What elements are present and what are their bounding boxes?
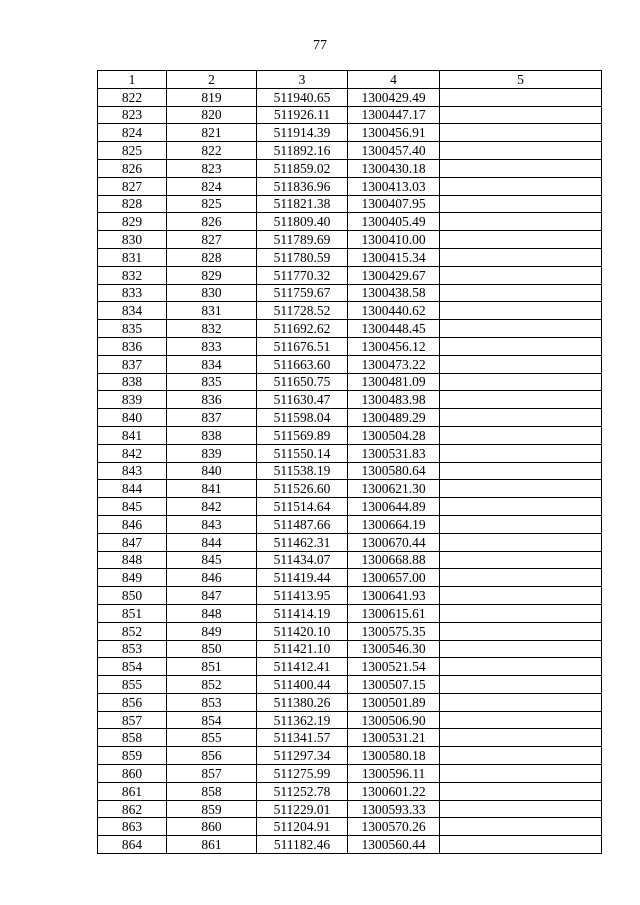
table-cell-col-2: 850 xyxy=(167,640,257,658)
table-cell-col-4: 1300507.15 xyxy=(348,676,440,694)
table-cell-col-3: 511412.41 xyxy=(257,658,348,676)
header-cell-3: 3 xyxy=(257,71,348,89)
table-cell-col-5 xyxy=(440,373,602,391)
table-cell-col-2: 860 xyxy=(167,818,257,836)
table-cell-col-5 xyxy=(440,231,602,249)
table-cell-col-5 xyxy=(440,159,602,177)
table-row xyxy=(98,587,602,605)
table-row xyxy=(98,284,602,302)
table-cell-col-4: 1300580.18 xyxy=(348,747,440,765)
table-cell-col-1: 840 xyxy=(98,409,167,427)
table-cell-col-1: 862 xyxy=(98,800,167,818)
table-cell-col-3: 511204.91 xyxy=(257,818,348,836)
table-cell-col-4: 1300657.00 xyxy=(348,569,440,587)
table-cell-col-3: 511836.96 xyxy=(257,177,348,195)
table-row xyxy=(98,248,602,266)
table-cell-col-5 xyxy=(440,676,602,694)
table-cell-col-4: 1300489.29 xyxy=(348,409,440,427)
table-cell-col-2: 858 xyxy=(167,782,257,800)
table-row xyxy=(98,231,602,249)
table-row xyxy=(98,391,602,409)
table-cell-col-1: 860 xyxy=(98,765,167,783)
table-cell-col-2: 836 xyxy=(167,391,257,409)
table-cell-col-4: 1300560.44 xyxy=(348,836,440,854)
table-cell-col-3: 511362.19 xyxy=(257,711,348,729)
table-cell-col-4: 1300644.89 xyxy=(348,498,440,516)
table-row xyxy=(98,622,602,640)
table-cell-col-2: 825 xyxy=(167,195,257,213)
table-cell-col-5 xyxy=(440,391,602,409)
table-cell-col-2: 821 xyxy=(167,124,257,142)
table-cell-col-1: 837 xyxy=(98,355,167,373)
table-row xyxy=(98,88,602,106)
table-row xyxy=(98,658,602,676)
table-cell-col-1: 857 xyxy=(98,711,167,729)
table-cell-col-4: 1300407.95 xyxy=(348,195,440,213)
table-cell-col-3: 511550.14 xyxy=(257,444,348,462)
table-cell-col-5 xyxy=(440,124,602,142)
table-cell-col-3: 511462.31 xyxy=(257,533,348,551)
table-cell-col-2: 841 xyxy=(167,480,257,498)
table-cell-col-5 xyxy=(440,106,602,124)
table-row xyxy=(98,177,602,195)
table-cell-col-5 xyxy=(440,587,602,605)
table-cell-col-3: 511598.04 xyxy=(257,409,348,427)
table-cell-col-4: 1300413.03 xyxy=(348,177,440,195)
table-row xyxy=(98,444,602,462)
table-cell-col-1: 845 xyxy=(98,498,167,516)
table-cell-col-5 xyxy=(440,640,602,658)
table-row xyxy=(98,106,602,124)
table-cell-col-4: 1300483.98 xyxy=(348,391,440,409)
table-row xyxy=(98,302,602,320)
table-row xyxy=(98,765,602,783)
table-cell-col-1: 839 xyxy=(98,391,167,409)
table-cell-col-4: 1300405.49 xyxy=(348,213,440,231)
table-cell-col-1: 841 xyxy=(98,426,167,444)
table-cell-col-4: 1300440.62 xyxy=(348,302,440,320)
table-cell-col-1: 838 xyxy=(98,373,167,391)
table-cell-col-1: 824 xyxy=(98,124,167,142)
table-cell-col-3: 511419.44 xyxy=(257,569,348,587)
table-cell-col-5 xyxy=(440,320,602,338)
table-row xyxy=(98,409,602,427)
table-cell-col-3: 511789.69 xyxy=(257,231,348,249)
table-cell-col-5 xyxy=(440,284,602,302)
table-cell-col-3: 511780.59 xyxy=(257,248,348,266)
table-cell-col-5 xyxy=(440,800,602,818)
table-cell-col-3: 511297.34 xyxy=(257,747,348,765)
table-cell-col-1: 842 xyxy=(98,444,167,462)
table-cell-col-3: 511821.38 xyxy=(257,195,348,213)
table-cell-col-2: 820 xyxy=(167,106,257,124)
table-cell-col-3: 511414.19 xyxy=(257,604,348,622)
table-cell-col-2: 840 xyxy=(167,462,257,480)
table-cell-col-1: 850 xyxy=(98,587,167,605)
table-cell-col-2: 855 xyxy=(167,729,257,747)
table-cell-col-1: 851 xyxy=(98,604,167,622)
table-cell-col-2: 853 xyxy=(167,693,257,711)
table-cell-col-2: 843 xyxy=(167,515,257,533)
table-cell-col-1: 852 xyxy=(98,622,167,640)
header-cell-4: 4 xyxy=(348,71,440,89)
table-cell-col-4: 1300641.93 xyxy=(348,587,440,605)
table-cell-col-1: 861 xyxy=(98,782,167,800)
table-row xyxy=(98,836,602,854)
table-cell-col-1: 833 xyxy=(98,284,167,302)
table-cell-col-4: 1300670.44 xyxy=(348,533,440,551)
table-cell-col-4: 1300615.61 xyxy=(348,604,440,622)
table-cell-col-4: 1300506.90 xyxy=(348,711,440,729)
table-cell-col-3: 511770.32 xyxy=(257,266,348,284)
table-cell-col-2: 828 xyxy=(167,248,257,266)
table-cell-col-5 xyxy=(440,782,602,800)
table-cell-col-3: 511940.65 xyxy=(257,88,348,106)
table-row xyxy=(98,782,602,800)
table-cell-col-5 xyxy=(440,142,602,160)
coordinates-table xyxy=(97,70,602,854)
table-cell-col-2: 823 xyxy=(167,159,257,177)
table-cell-col-2: 852 xyxy=(167,676,257,694)
table-cell-col-5 xyxy=(440,462,602,480)
table-cell-col-4: 1300429.49 xyxy=(348,88,440,106)
table-cell-col-4: 1300521.54 xyxy=(348,658,440,676)
table-cell-col-1: 825 xyxy=(98,142,167,160)
table-body xyxy=(98,88,602,853)
table-cell-col-4: 1300580.64 xyxy=(348,462,440,480)
table-cell-col-3: 511650.75 xyxy=(257,373,348,391)
table-cell-col-5 xyxy=(440,426,602,444)
table-cell-col-1: 834 xyxy=(98,302,167,320)
table-row xyxy=(98,213,602,231)
table-row xyxy=(98,124,602,142)
table-cell-col-3: 511663.60 xyxy=(257,355,348,373)
table-cell-col-4: 1300570.26 xyxy=(348,818,440,836)
table-cell-col-2: 829 xyxy=(167,266,257,284)
table-cell-col-1: 830 xyxy=(98,231,167,249)
table-row xyxy=(98,320,602,338)
table-cell-col-3: 511692.62 xyxy=(257,320,348,338)
table-cell-col-3: 511400.44 xyxy=(257,676,348,694)
table-cell-col-2: 861 xyxy=(167,836,257,854)
table-cell-col-2: 837 xyxy=(167,409,257,427)
table-cell-col-3: 511487.66 xyxy=(257,515,348,533)
table-row xyxy=(98,747,602,765)
table-cell-col-2: 819 xyxy=(167,88,257,106)
table-cell-col-1: 836 xyxy=(98,337,167,355)
table-cell-col-1: 863 xyxy=(98,818,167,836)
page-number: 77 xyxy=(313,38,327,53)
table-cell-col-3: 511421.10 xyxy=(257,640,348,658)
table-cell-col-1: 835 xyxy=(98,320,167,338)
table-cell-col-1: 823 xyxy=(98,106,167,124)
table-cell-col-3: 511926.11 xyxy=(257,106,348,124)
table-row xyxy=(98,818,602,836)
table-cell-col-3: 511229.01 xyxy=(257,800,348,818)
table-cell-col-3: 511892.16 xyxy=(257,142,348,160)
table-row xyxy=(98,533,602,551)
table-cell-col-1: 827 xyxy=(98,177,167,195)
table-cell-col-3: 511434.07 xyxy=(257,551,348,569)
table-cell-col-4: 1300429.67 xyxy=(348,266,440,284)
table-row xyxy=(98,159,602,177)
table-cell-col-2: 838 xyxy=(167,426,257,444)
table-cell-col-3: 511413.95 xyxy=(257,587,348,605)
table-row xyxy=(98,355,602,373)
table-cell-col-2: 827 xyxy=(167,231,257,249)
table-cell-col-2: 859 xyxy=(167,800,257,818)
table-cell-col-4: 1300593.33 xyxy=(348,800,440,818)
table-cell-col-1: 832 xyxy=(98,266,167,284)
table-cell-col-5 xyxy=(440,248,602,266)
table-row xyxy=(98,266,602,284)
table-row xyxy=(98,604,602,622)
table-cell-col-1: 859 xyxy=(98,747,167,765)
table-cell-col-4: 1300410.00 xyxy=(348,231,440,249)
table-cell-col-5 xyxy=(440,213,602,231)
table-cell-col-4: 1300456.12 xyxy=(348,337,440,355)
table-cell-col-1: 847 xyxy=(98,533,167,551)
table-cell-col-2: 842 xyxy=(167,498,257,516)
table-cell-col-5 xyxy=(440,266,602,284)
table-cell-col-2: 822 xyxy=(167,142,257,160)
table-cell-col-3: 511809.40 xyxy=(257,213,348,231)
table-cell-col-1: 864 xyxy=(98,836,167,854)
table-cell-col-3: 511514.64 xyxy=(257,498,348,516)
table-cell-col-2: 833 xyxy=(167,337,257,355)
table-cell-col-5 xyxy=(440,195,602,213)
table-cell-col-4: 1300415.34 xyxy=(348,248,440,266)
table-cell-col-5 xyxy=(440,836,602,854)
table-cell-col-4: 1300531.83 xyxy=(348,444,440,462)
table-cell-col-3: 511182.46 xyxy=(257,836,348,854)
table-row xyxy=(98,800,602,818)
table-cell-col-1: 853 xyxy=(98,640,167,658)
table-cell-col-5 xyxy=(440,551,602,569)
table-cell-col-2: 847 xyxy=(167,587,257,605)
table-cell-col-3: 511341.57 xyxy=(257,729,348,747)
table-cell-col-3: 511380.26 xyxy=(257,693,348,711)
header-cell-2: 2 xyxy=(167,71,257,89)
table-cell-col-3: 511859.02 xyxy=(257,159,348,177)
table-row xyxy=(98,462,602,480)
table-row xyxy=(98,498,602,516)
table-cell-col-3: 511569.89 xyxy=(257,426,348,444)
table-cell-col-2: 854 xyxy=(167,711,257,729)
table-cell-col-5 xyxy=(440,337,602,355)
table-cell-col-1: 855 xyxy=(98,676,167,694)
table-cell-col-2: 857 xyxy=(167,765,257,783)
table-cell-col-5 xyxy=(440,622,602,640)
table-cell-col-2: 848 xyxy=(167,604,257,622)
table-cell-col-1: 846 xyxy=(98,515,167,533)
table-cell-col-2: 849 xyxy=(167,622,257,640)
table-cell-col-1: 828 xyxy=(98,195,167,213)
table-cell-col-2: 824 xyxy=(167,177,257,195)
table-cell-col-4: 1300447.17 xyxy=(348,106,440,124)
table-row xyxy=(98,693,602,711)
table-cell-col-4: 1300546.30 xyxy=(348,640,440,658)
table-cell-col-5 xyxy=(440,444,602,462)
table-cell-col-3: 511630.47 xyxy=(257,391,348,409)
header-row xyxy=(98,71,602,89)
table-cell-col-5 xyxy=(440,658,602,676)
table-cell-col-4: 1300596.11 xyxy=(348,765,440,783)
table-cell-col-2: 835 xyxy=(167,373,257,391)
table-row xyxy=(98,337,602,355)
table-cell-col-2: 826 xyxy=(167,213,257,231)
table-cell-col-1: 843 xyxy=(98,462,167,480)
table-row xyxy=(98,729,602,747)
table-cell-col-3: 511728.52 xyxy=(257,302,348,320)
table-cell-col-5 xyxy=(440,693,602,711)
table-cell-col-4: 1300504.28 xyxy=(348,426,440,444)
table-cell-col-2: 830 xyxy=(167,284,257,302)
table-row xyxy=(98,569,602,587)
table-cell-col-5 xyxy=(440,711,602,729)
table-row xyxy=(98,426,602,444)
table-cell-col-3: 511538.19 xyxy=(257,462,348,480)
table-cell-col-4: 1300664.19 xyxy=(348,515,440,533)
table-cell-col-5 xyxy=(440,355,602,373)
table-cell-col-1: 829 xyxy=(98,213,167,231)
table-cell-col-5 xyxy=(440,604,602,622)
table-cell-col-4: 1300501.89 xyxy=(348,693,440,711)
table-cell-col-4: 1300456.91 xyxy=(348,124,440,142)
table-cell-col-2: 834 xyxy=(167,355,257,373)
table-cell-col-1: 822 xyxy=(98,88,167,106)
table-cell-col-5 xyxy=(440,747,602,765)
table-cell-col-4: 1300430.18 xyxy=(348,159,440,177)
table-cell-col-4: 1300438.58 xyxy=(348,284,440,302)
table-cell-col-4: 1300473.22 xyxy=(348,355,440,373)
table-cell-col-2: 845 xyxy=(167,551,257,569)
table-cell-col-2: 839 xyxy=(167,444,257,462)
table-cell-col-2: 846 xyxy=(167,569,257,587)
table-row xyxy=(98,480,602,498)
table-cell-col-5 xyxy=(440,818,602,836)
table-row xyxy=(98,515,602,533)
header-cell-5: 5 xyxy=(440,71,602,89)
table-cell-col-5 xyxy=(440,498,602,516)
table-cell-col-3: 511759.67 xyxy=(257,284,348,302)
table-cell-col-3: 511420.10 xyxy=(257,622,348,640)
table-cell-col-1: 848 xyxy=(98,551,167,569)
table-header xyxy=(98,71,602,89)
table-cell-col-1: 856 xyxy=(98,693,167,711)
table-cell-col-5 xyxy=(440,88,602,106)
table-cell-col-4: 1300457.40 xyxy=(348,142,440,160)
table-cell-col-3: 511275.99 xyxy=(257,765,348,783)
table-cell-col-4: 1300621.30 xyxy=(348,480,440,498)
table-row xyxy=(98,640,602,658)
table-cell-col-1: 858 xyxy=(98,729,167,747)
table-cell-col-2: 851 xyxy=(167,658,257,676)
table-cell-col-3: 511252.78 xyxy=(257,782,348,800)
table-cell-col-4: 1300448.45 xyxy=(348,320,440,338)
table-cell-col-1: 831 xyxy=(98,248,167,266)
table-row xyxy=(98,676,602,694)
table-cell-col-3: 511676.51 xyxy=(257,337,348,355)
table-cell-col-3: 511914.39 xyxy=(257,124,348,142)
table-cell-col-4: 1300481.09 xyxy=(348,373,440,391)
table-cell-col-2: 844 xyxy=(167,533,257,551)
table-cell-col-2: 856 xyxy=(167,747,257,765)
table-cell-col-5 xyxy=(440,765,602,783)
table-cell-col-5 xyxy=(440,480,602,498)
table-cell-col-5 xyxy=(440,409,602,427)
table-cell-col-5 xyxy=(440,569,602,587)
table-cell-col-2: 832 xyxy=(167,320,257,338)
table-cell-col-5 xyxy=(440,302,602,320)
table-cell-col-4: 1300668.88 xyxy=(348,551,440,569)
header-cell-1: 1 xyxy=(98,71,167,89)
table-cell-col-4: 1300601.22 xyxy=(348,782,440,800)
table-cell-col-5 xyxy=(440,729,602,747)
table-cell-col-1: 826 xyxy=(98,159,167,177)
table-row xyxy=(98,195,602,213)
table-cell-col-4: 1300575.35 xyxy=(348,622,440,640)
table-cell-col-1: 849 xyxy=(98,569,167,587)
table-row xyxy=(98,373,602,391)
table-cell-col-2: 831 xyxy=(167,302,257,320)
table-cell-col-1: 844 xyxy=(98,480,167,498)
table-cell-col-4: 1300531.21 xyxy=(348,729,440,747)
table-cell-col-1: 854 xyxy=(98,658,167,676)
table-row xyxy=(98,142,602,160)
table-cell-col-5 xyxy=(440,533,602,551)
table-cell-col-3: 511526.60 xyxy=(257,480,348,498)
table-cell-col-5 xyxy=(440,177,602,195)
table-cell-col-5 xyxy=(440,515,602,533)
table-row xyxy=(98,711,602,729)
table-row xyxy=(98,551,602,569)
